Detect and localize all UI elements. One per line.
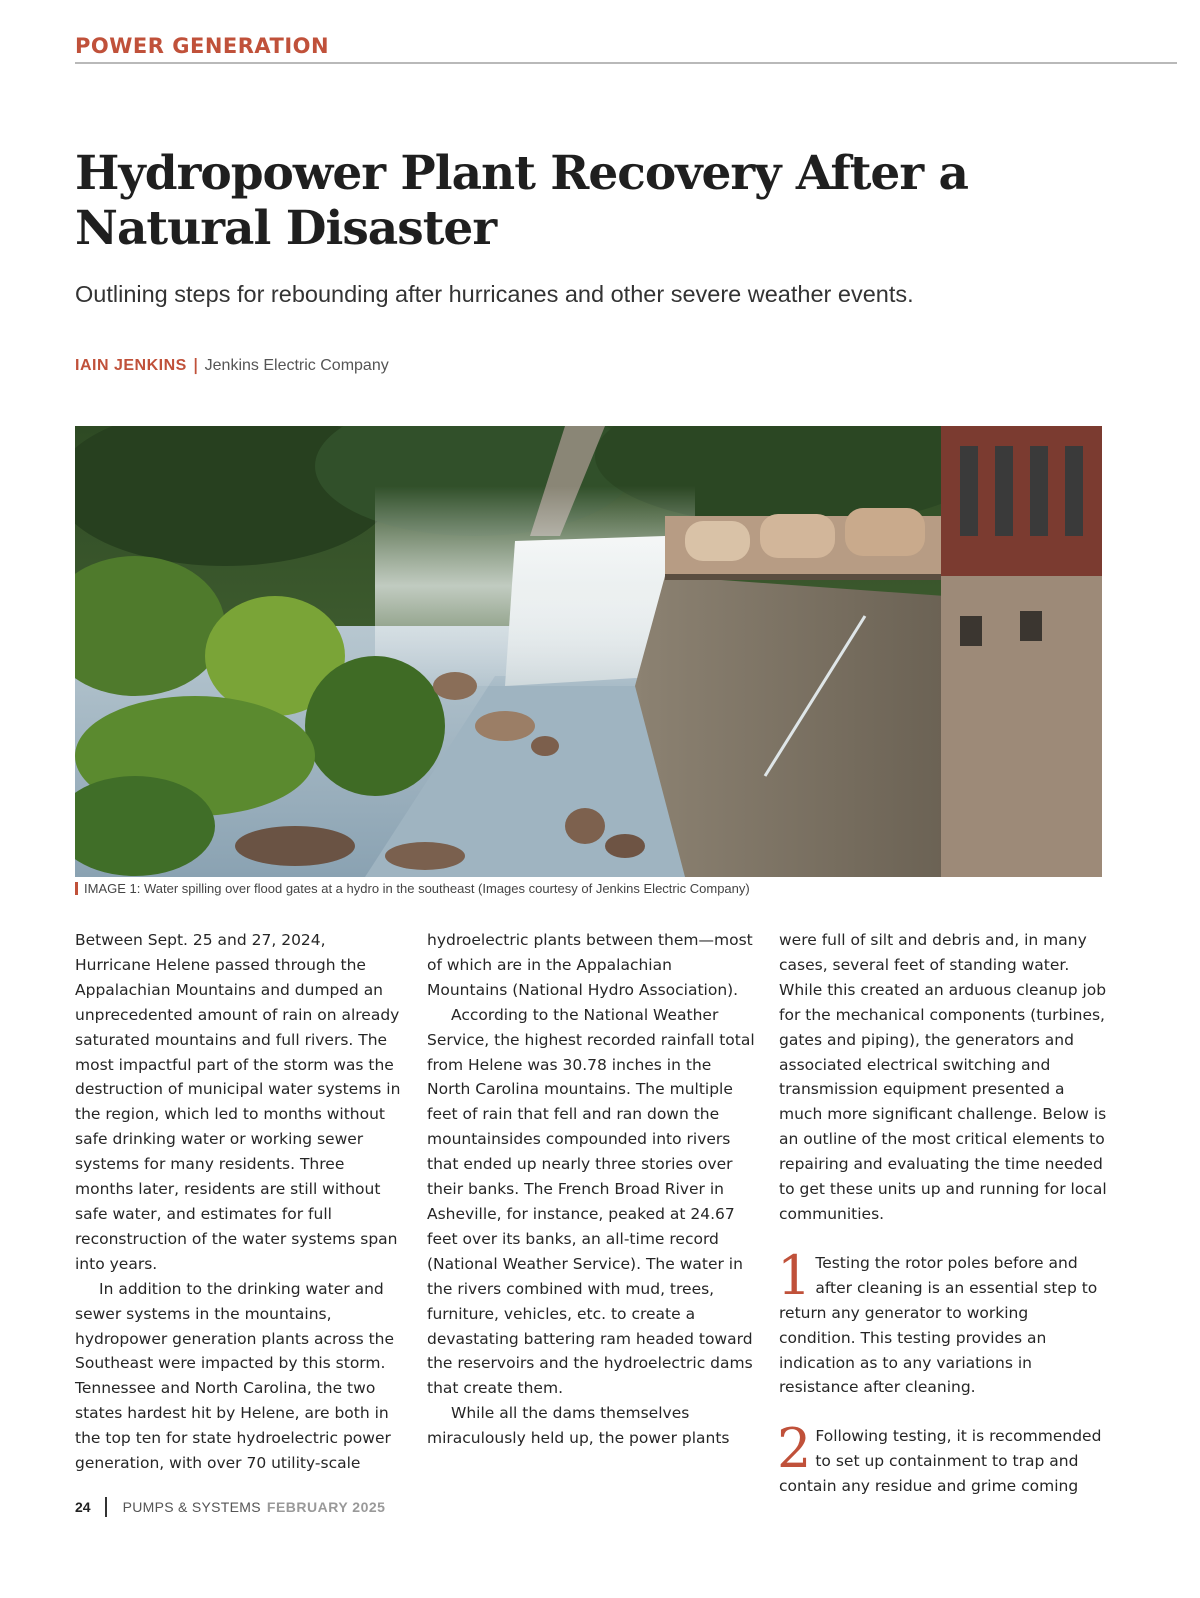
page-number: 24 (75, 1499, 91, 1515)
image-caption (75, 881, 750, 896)
section-divider (75, 62, 1177, 64)
paragraph: Between Sept. 25 and 27, 2024, Hurricane Helene passed through the Appalachian Mountains and dumped an unprecedented amount of rain on already saturated mountains and full rivers. The most impactful part of the storm was the destruction of municipal water systems in the region, which led to months without safe drinking water or working sewer systems for many residents. Three months later, residents are still without safe water, and estimates for full reconstruction of the water systems span into years. (75, 931, 401, 1273)
caption-text: IMAGE 1: Water spilling over flood gates at a hydro in the southeast (Images courtesy of Jenkins Electric Company) (84, 881, 750, 896)
byline (75, 355, 389, 375)
text-column-3 (779, 928, 1109, 1499)
footer-divider (105, 1497, 107, 1517)
caption-accent-bar (75, 882, 78, 895)
text-column-1 (75, 928, 405, 1476)
text-column-2 (427, 928, 757, 1451)
byline-separator: | (192, 355, 199, 374)
article-subtitle: Outlining steps for rebounding after hurricanes and other severe weather events. (75, 281, 914, 307)
numbered-step (777, 1417, 1109, 1499)
step-text: Testing the rotor poles before and after cleaning is an essential step to return any generator to working condition. This testing provides an indication as to any variations in resistance after cleaning. (779, 1253, 1098, 1397)
step-number: 1 (777, 1243, 812, 1307)
paragraph: According to the National Weather Service, the highest recorded rainfall total from Helene was 30.78 inches in the North Carolina mountains. The multiple feet of rain that fell and ran down the mountainsides compounded into rivers that ended up nearly three stories over their banks. The French Broad River in Asheville, for instance, peaked at 24.67 feet over its banks, an all-time record (National Weather Service). The water in the rivers combined with mud, trees, furniture, vehicles, etc. to create a devastating battering ram headed toward the reservoirs and the hydroelectric dams that create them. (427, 1005, 755, 1398)
dam-spillway-photo (75, 426, 1102, 877)
numbered-step (777, 1243, 1109, 1400)
paragraph: While all the dams themselves miraculously held up, the power plants (427, 1404, 730, 1448)
page-footer (75, 1497, 385, 1517)
step-number: 2 (777, 1417, 812, 1481)
paragraph: were full of silt and debris and, in many cases, several feet of standing water. While this created an arduous cleanup job for the mechanical components (turbines, gates and piping), the generators and associated electrical switching and transmission equipment presented a much more significant challenge. Below is an outline of the most critical elements to repairing and evaluating the time needed to get these units up and running for local communities. (779, 931, 1107, 1223)
section-label: POWER GENERATION (75, 34, 330, 58)
paragraph: In addition to the drinking water and sewer systems in the mountains, hydropower generation plants across the Southeast were impacted by this storm. Tennessee and North Carolina, the two states hardest hit by Helene, are both in the top ten for state hydroelectric power generation, with over 70 utility-scale (75, 1279, 395, 1473)
paragraph: hydroelectric plants between them—most of which are in the Appalachian Mountains (National Hydro Association). (427, 931, 753, 999)
author-company: Jenkins Electric Company (204, 357, 389, 374)
issue-date: FEBRUARY 2025 (266, 1499, 386, 1515)
author-name: IAIN JENKINS (75, 357, 187, 374)
step-text: Following testing, it is recommended to set up containment to trap and contain any residue and grime coming (779, 1427, 1102, 1496)
article-title: Hydropower Plant Recovery After a Natural Disaster (75, 146, 968, 256)
publication-name: PUMPS & SYSTEMS (122, 1499, 261, 1515)
